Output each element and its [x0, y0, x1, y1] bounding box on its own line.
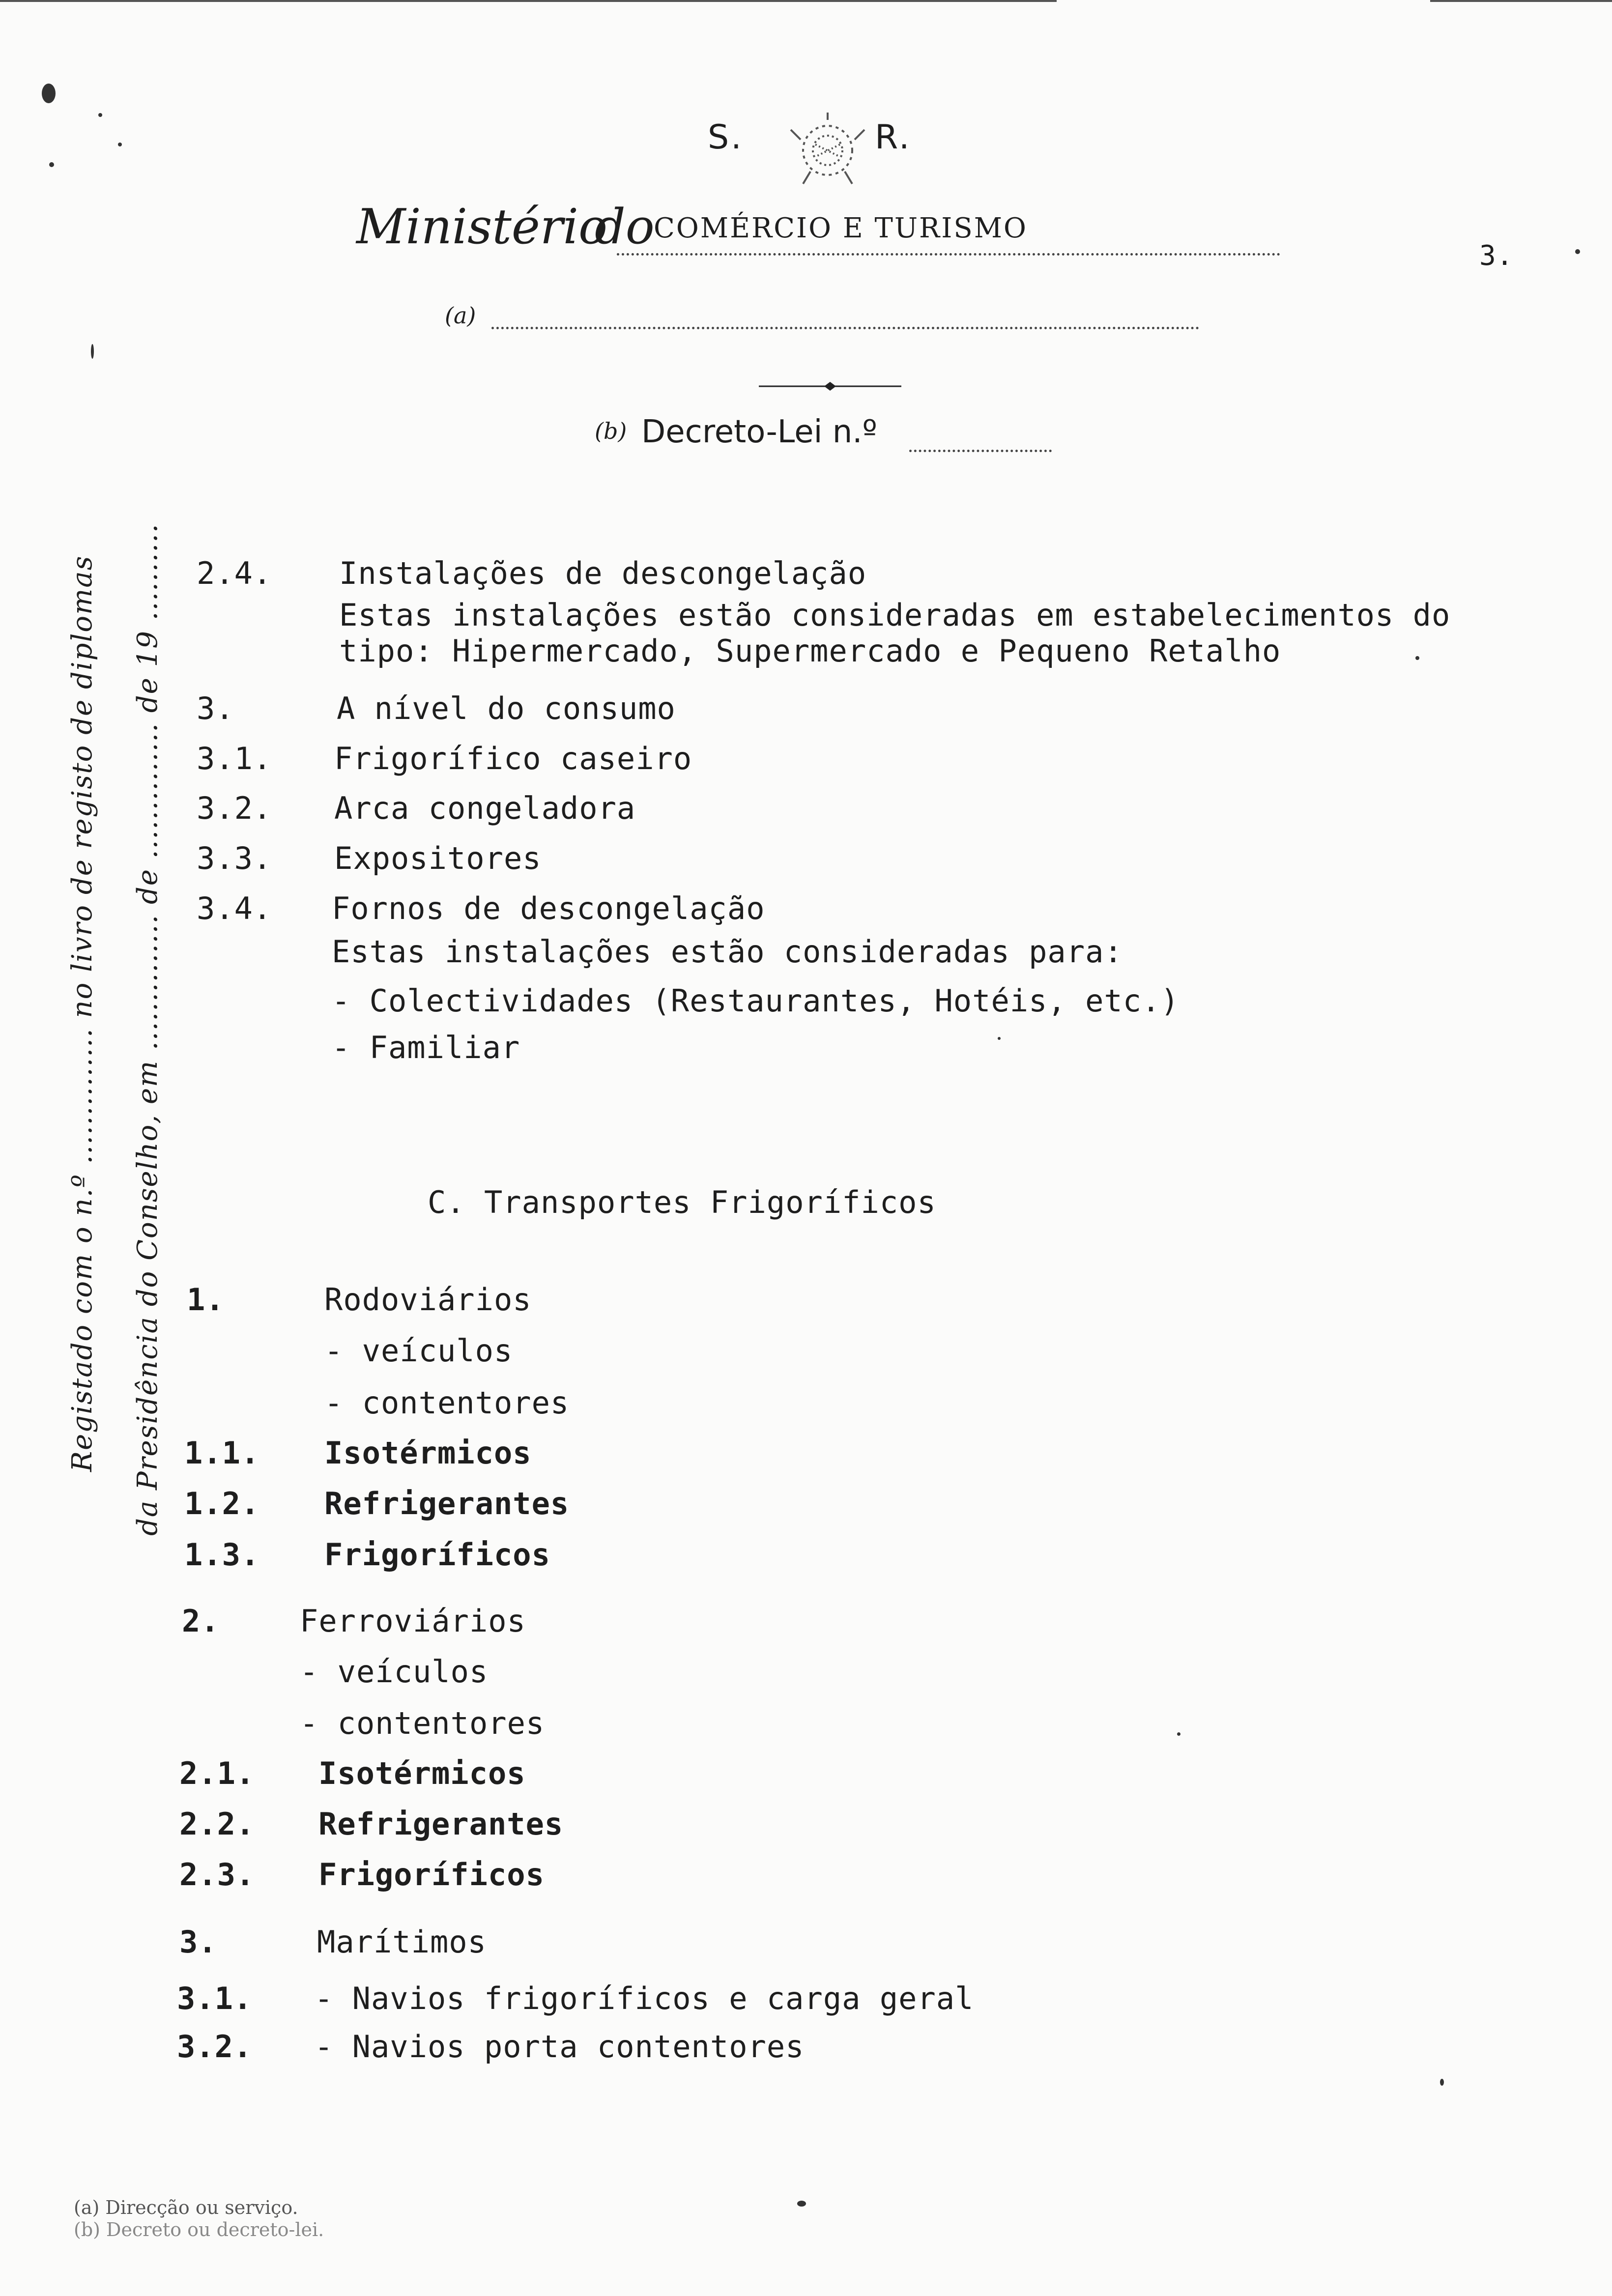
ornamental-divider	[749, 370, 892, 384]
top-border-line	[1430, 0, 1612, 2]
decreto-dotted-line	[909, 450, 1052, 452]
item-number: 3.	[179, 1924, 217, 1960]
item-number: 1.	[187, 1282, 225, 1318]
item-number: 2.2.	[179, 1806, 255, 1842]
item-text: Estas instalações estão consideradas para:	[332, 934, 1123, 970]
ministerio-label: Ministério	[356, 199, 608, 255]
item-text: Fornos de descongelação	[332, 890, 765, 926]
item-number: 1.2.	[184, 1486, 260, 1521]
ministry-dotted-line	[617, 253, 1280, 256]
item-text: Refrigerantes	[324, 1486, 570, 1521]
item-text: - veículos	[300, 1654, 489, 1690]
item-text: Isotérmicos	[318, 1755, 526, 1791]
item-text: A nível do consumo	[337, 690, 676, 726]
item-text: tipo: Hipermercado, Supermercado e Pequeno Retalho	[339, 633, 1281, 669]
item-number: 3.2.	[177, 2029, 253, 2065]
margin-register-line-2: da Presidência do Conselho, em .............. de .............. de 19 ..........	[132, 523, 164, 1536]
item-text: Arca congeladora	[334, 790, 636, 826]
item-number: 3.4.	[197, 890, 272, 926]
b-label: (b)	[595, 418, 627, 444]
section-c-title: C. Transportes Frigoríficos	[428, 1184, 936, 1220]
item-number: 2.3.	[179, 1857, 255, 1893]
item-number: 3.2.	[197, 790, 272, 826]
ministry-name: COMÉRCIO E TURISMO	[654, 212, 1028, 244]
ministerio-do: do	[595, 199, 655, 255]
item-number: 2.1.	[179, 1755, 255, 1791]
item-number: 3.1.	[177, 1980, 253, 2016]
item-text: Marítimos	[317, 1924, 487, 1960]
item-text: - Navios porta contentores	[315, 2029, 805, 2065]
item-text: Expositores	[334, 840, 542, 876]
margin-register-line-1: Registado com o n.º .............. no livro de registo de diplomas	[66, 555, 98, 1472]
item-text: - Familiar	[332, 1030, 520, 1065]
item-text: - contentores	[300, 1705, 545, 1741]
item-text: - contentores	[324, 1385, 570, 1421]
item-text: Frigoríficos	[318, 1857, 545, 1893]
a-label: (a)	[445, 302, 476, 329]
item-text: Instalações de descongelação	[339, 555, 867, 591]
item-number: 2.	[182, 1603, 220, 1639]
footnote-a: (a) Direcção ou serviço.	[74, 2197, 298, 2218]
a-dotted-line	[491, 327, 1199, 329]
item-number: 3.3.	[197, 840, 272, 876]
item-number: 1.1.	[184, 1435, 260, 1471]
item-number: 2.4.	[197, 555, 272, 591]
footnote-b: (b) Decreto ou decreto-lei.	[74, 2219, 324, 2240]
header-s-letter: S.	[708, 118, 744, 157]
decreto-lei-label: Decreto-Lei n.º	[641, 414, 877, 450]
item-text: Frigoríficos	[324, 1537, 550, 1573]
item-text: - Navios frigoríficos e carga geral	[315, 1980, 974, 2016]
item-text: - veículos	[324, 1333, 513, 1369]
item-text: Isotérmicos	[324, 1435, 532, 1471]
header-r-letter: R.	[875, 118, 912, 157]
top-border-line	[0, 0, 1057, 2]
page-number: 3.	[1479, 240, 1514, 272]
item-number: 3.	[197, 690, 234, 726]
item-text: Frigorífico caseiro	[334, 741, 692, 776]
scan-speck	[42, 84, 56, 103]
item-text: Ferroviários	[300, 1603, 526, 1639]
item-number: 3.1.	[197, 741, 272, 776]
item-number: 1.3.	[184, 1537, 260, 1573]
item-text: Estas instalações estão consideradas em estabelecimentos do	[339, 597, 1451, 633]
item-text: - Colectividades (Restaurantes, Hotéis, etc.)	[332, 983, 1180, 1019]
item-text: Refrigerantes	[318, 1806, 564, 1842]
item-text: Rodoviários	[324, 1282, 532, 1318]
coat-of-arms-icon	[772, 101, 865, 182]
